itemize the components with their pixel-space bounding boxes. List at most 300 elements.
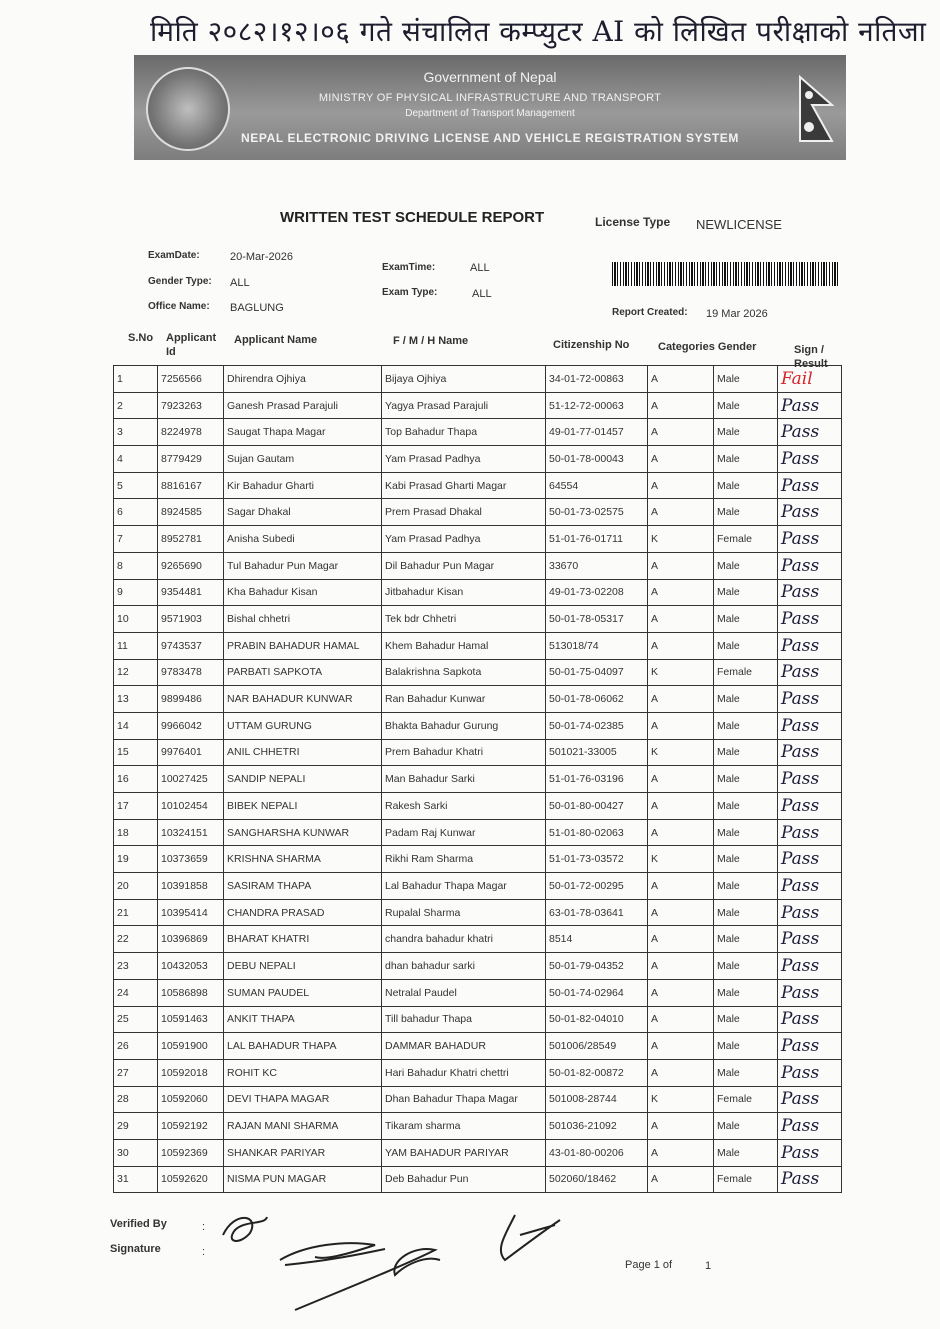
- row-applicant-id: 10592060: [158, 1086, 224, 1113]
- row-fmh-name: Kabi Prasad Gharti Magar: [382, 472, 546, 499]
- row-category: A: [648, 606, 714, 633]
- exam-type-value: ALL: [472, 288, 492, 300]
- row-fmh-name: Prem Bahadur Khatri: [382, 739, 546, 766]
- row-applicant-name: UTTAM GURUNG: [224, 712, 382, 739]
- gender-type-label: Gender Type:: [148, 276, 212, 287]
- row-citizenship: 63-01-78-03641: [546, 899, 648, 926]
- row-gender: Male: [714, 1113, 778, 1140]
- row-result: Pass: [778, 499, 842, 526]
- row-fmh-name: Tek bdr Chhetri: [382, 606, 546, 633]
- row-result: Pass: [778, 446, 842, 473]
- row-applicant-id: 10586898: [158, 979, 224, 1006]
- row-fmh-name: Rupalal Sharma: [382, 899, 546, 926]
- table-row: [114, 899, 842, 926]
- row-result: Pass: [778, 819, 842, 846]
- row-gender: Male: [714, 606, 778, 633]
- row-sno: 19: [114, 846, 158, 873]
- row-sno: 28: [114, 1086, 158, 1113]
- row-citizenship: 50-01-72-00295: [546, 873, 648, 900]
- report-created-value: 19 Mar 2026: [706, 308, 768, 320]
- row-fmh-name: Khem Bahadur Hamal: [382, 632, 546, 659]
- table-row: [114, 606, 842, 633]
- row-category: K: [648, 846, 714, 873]
- row-fmh-name: DAMMAR BAHADUR: [382, 1033, 546, 1060]
- row-sno: 3: [114, 419, 158, 446]
- header-applicant-name: Applicant Name: [234, 334, 318, 346]
- row-citizenship: 8514: [546, 926, 648, 953]
- row-applicant-name: KRISHNA SHARMA: [224, 846, 382, 873]
- row-gender: Female: [714, 1086, 778, 1113]
- row-fmh-name: dhan bahadur sarki: [382, 953, 546, 980]
- row-applicant-name: SANGHARSHA KUNWAR: [224, 819, 382, 846]
- row-applicant-name: NAR BAHADUR KUNWAR: [224, 686, 382, 713]
- row-sno: 22: [114, 926, 158, 953]
- government-banner: [134, 55, 846, 160]
- row-applicant-id: 9783478: [158, 659, 224, 686]
- row-applicant-id: 10592018: [158, 1059, 224, 1086]
- table-row: [114, 1006, 842, 1033]
- row-applicant-id: 9899486: [158, 686, 224, 713]
- row-fmh-name: chandra bahadur khatri: [382, 926, 546, 953]
- banner-ministry: MINISTRY OF PHYSICAL INFRASTRUCTURE AND TRANSPORT: [318, 92, 662, 104]
- row-category: A: [648, 979, 714, 1006]
- row-fmh-name: Tikaram sharma: [382, 1113, 546, 1140]
- row-applicant-name: Tul Bahadur Pun Magar: [224, 552, 382, 579]
- row-category: A: [648, 552, 714, 579]
- row-citizenship: 50-01-78-00043: [546, 446, 648, 473]
- row-fmh-name: Netralal Paudel: [382, 979, 546, 1006]
- exam-date-label: ExamDate:: [148, 250, 200, 261]
- row-result: Pass: [778, 392, 842, 419]
- row-fmh-name: YAM BAHADUR PARIYAR: [382, 1139, 546, 1166]
- row-applicant-id: 8952781: [158, 526, 224, 553]
- office-name-value: BAGLUNG: [230, 302, 284, 314]
- row-applicant-name: Dhirendra Ojhiya: [224, 366, 382, 393]
- row-result: Pass: [778, 926, 842, 953]
- row-category: K: [648, 739, 714, 766]
- gender-type-value: ALL: [230, 277, 250, 289]
- row-category: A: [648, 793, 714, 820]
- row-citizenship: 50-01-74-02385: [546, 712, 648, 739]
- exam-time-label: ExamTime:: [382, 262, 436, 273]
- table-row: [114, 766, 842, 793]
- office-name-label: Office Name:: [148, 301, 210, 312]
- row-result: Pass: [778, 739, 842, 766]
- row-category: K: [648, 526, 714, 553]
- row-gender: Male: [714, 819, 778, 846]
- row-applicant-name: ANKIT THAPA: [224, 1006, 382, 1033]
- row-gender: Male: [714, 1006, 778, 1033]
- row-applicant-name: BIBEK NEPALI: [224, 793, 382, 820]
- row-result: Pass: [778, 712, 842, 739]
- row-applicant-name: Ganesh Prasad Parajuli: [224, 392, 382, 419]
- table-row: [114, 846, 842, 873]
- row-applicant-name: NISMA PUN MAGAR: [224, 1166, 382, 1193]
- row-result: Pass: [778, 1086, 842, 1113]
- row-gender: Male: [714, 953, 778, 980]
- row-applicant-name: BHARAT KHATRI: [224, 926, 382, 953]
- row-citizenship: 43-01-80-00206: [546, 1139, 648, 1166]
- row-applicant-id: 10324151: [158, 819, 224, 846]
- row-gender: Female: [714, 659, 778, 686]
- table-row: [114, 526, 842, 553]
- license-type-value: NEWLICENSE: [696, 217, 782, 232]
- row-fmh-name: Deb Bahadur Pun: [382, 1166, 546, 1193]
- row-sno: 12: [114, 659, 158, 686]
- row-applicant-id: 9265690: [158, 552, 224, 579]
- row-category: A: [648, 419, 714, 446]
- row-sno: 8: [114, 552, 158, 579]
- row-result: Pass: [778, 953, 842, 980]
- row-fmh-name: Top Bahadur Thapa: [382, 419, 546, 446]
- row-gender: Male: [714, 1139, 778, 1166]
- row-citizenship: 50-01-78-05317: [546, 606, 648, 633]
- row-gender: Male: [714, 712, 778, 739]
- row-citizenship: 49-01-73-02208: [546, 579, 648, 606]
- table-row: [114, 1059, 842, 1086]
- row-fmh-name: Dil Bahadur Pun Magar: [382, 552, 546, 579]
- row-applicant-id: 10027425: [158, 766, 224, 793]
- table-row: [114, 579, 842, 606]
- row-sno: 6: [114, 499, 158, 526]
- row-fmh-name: Yagya Prasad Parajuli: [382, 392, 546, 419]
- row-sno: 7: [114, 526, 158, 553]
- row-applicant-name: ANIL CHHETRI: [224, 739, 382, 766]
- table-row: [114, 366, 842, 393]
- row-category: A: [648, 499, 714, 526]
- row-applicant-name: SUMAN PAUDEL: [224, 979, 382, 1006]
- row-citizenship: 51-01-73-03572: [546, 846, 648, 873]
- row-citizenship: 50-01-73-02575: [546, 499, 648, 526]
- row-fmh-name: Rakesh Sarki: [382, 793, 546, 820]
- row-gender: Male: [714, 366, 778, 393]
- header-sign-line2: Result: [794, 358, 828, 370]
- row-fmh-name: Hari Bahadur Khatri chettri: [382, 1059, 546, 1086]
- row-applicant-name: Saugat Thapa Magar: [224, 419, 382, 446]
- row-citizenship: 50-01-74-02964: [546, 979, 648, 1006]
- banner-government: Government of Nepal: [423, 69, 557, 85]
- row-fmh-name: Jitbahadur Kisan: [382, 579, 546, 606]
- row-result: Pass: [778, 686, 842, 713]
- row-result: Pass: [778, 419, 842, 446]
- row-applicant-id: 8816167: [158, 472, 224, 499]
- row-citizenship: 501008-28744: [546, 1086, 648, 1113]
- exam-date-value: 20-Mar-2026: [230, 251, 293, 263]
- row-gender: Male: [714, 739, 778, 766]
- row-sno: 17: [114, 793, 158, 820]
- row-applicant-id: 9354481: [158, 579, 224, 606]
- row-category: A: [648, 1139, 714, 1166]
- row-applicant-id: 9571903: [158, 606, 224, 633]
- row-gender: Female: [714, 526, 778, 553]
- row-applicant-id: 10396869: [158, 926, 224, 953]
- row-sno: 26: [114, 1033, 158, 1060]
- row-gender: Male: [714, 766, 778, 793]
- row-category: A: [648, 472, 714, 499]
- row-gender: Male: [714, 926, 778, 953]
- row-citizenship: 50-01-82-00872: [546, 1059, 648, 1086]
- row-gender: Male: [714, 686, 778, 713]
- row-sno: 24: [114, 979, 158, 1006]
- row-result: Pass: [778, 1006, 842, 1033]
- header-fmh-name: F / M / H Name: [393, 335, 469, 347]
- row-applicant-name: SASIRAM THAPA: [224, 873, 382, 900]
- row-citizenship: 501006/28549: [546, 1033, 648, 1060]
- table-row: [114, 712, 842, 739]
- row-fmh-name: Padam Raj Kunwar: [382, 819, 546, 846]
- row-result: Fail: [778, 366, 842, 393]
- report-title: WRITTEN TEST SCHEDULE REPORT: [280, 209, 545, 226]
- table-row: [114, 686, 842, 713]
- row-fmh-name: Dhan Bahadur Thapa Magar: [382, 1086, 546, 1113]
- row-result: Pass: [778, 552, 842, 579]
- table-row: [114, 419, 842, 446]
- row-category: A: [648, 1006, 714, 1033]
- handwritten-note: मिति २०८२।१२।०६ गते संचालित कम्प्युटर AI को लिखित परीक्षाको नतिजा: [150, 15, 927, 48]
- row-category: A: [648, 926, 714, 953]
- row-sno: 10: [114, 606, 158, 633]
- table-row: [114, 659, 842, 686]
- row-fmh-name: Bhakta Bahadur Gurung: [382, 712, 546, 739]
- row-sno: 18: [114, 819, 158, 846]
- table-row: [114, 552, 842, 579]
- row-applicant-id: 10391858: [158, 873, 224, 900]
- row-applicant-name: Sujan Gautam: [224, 446, 382, 473]
- row-category: A: [648, 766, 714, 793]
- row-fmh-name: Till bahadur Thapa: [382, 1006, 546, 1033]
- row-result: Pass: [778, 1059, 842, 1086]
- row-fmh-name: Yam Prasad Padhya: [382, 446, 546, 473]
- row-applicant-name: DEVI THAPA MAGAR: [224, 1086, 382, 1113]
- row-sno: 27: [114, 1059, 158, 1086]
- row-citizenship: 513018/74: [546, 632, 648, 659]
- row-applicant-name: Kha Bahadur Kisan: [224, 579, 382, 606]
- row-sno: 2: [114, 392, 158, 419]
- row-gender: Male: [714, 873, 778, 900]
- row-citizenship: 501021-33005: [546, 739, 648, 766]
- row-gender: Male: [714, 632, 778, 659]
- signature-label: Signature: [110, 1243, 161, 1255]
- row-sno: 30: [114, 1139, 158, 1166]
- header-categories-gender: Categories Gender: [658, 341, 757, 353]
- row-result: Pass: [778, 526, 842, 553]
- row-gender: Male: [714, 846, 778, 873]
- row-fmh-name: Lal Bahadur Thapa Magar: [382, 873, 546, 900]
- row-gender: Male: [714, 1059, 778, 1086]
- row-applicant-id: 10102454: [158, 793, 224, 820]
- barcode: [612, 262, 840, 286]
- row-gender: Male: [714, 472, 778, 499]
- row-citizenship: 501036-21092: [546, 1113, 648, 1140]
- row-applicant-id: 8779429: [158, 446, 224, 473]
- header-applicant-id-line2: Id: [166, 346, 176, 358]
- row-result: Pass: [778, 606, 842, 633]
- verified-by-colon: :: [202, 1221, 206, 1233]
- header-applicant-id: [166, 331, 216, 359]
- row-gender: Male: [714, 552, 778, 579]
- row-applicant-name: CHANDRA PRASAD: [224, 899, 382, 926]
- row-sno: 15: [114, 739, 158, 766]
- row-applicant-name: Anisha Subedi: [224, 526, 382, 553]
- row-applicant-id: 10373659: [158, 846, 224, 873]
- row-gender: Male: [714, 499, 778, 526]
- row-sno: 20: [114, 873, 158, 900]
- table-row: [114, 793, 842, 820]
- row-citizenship: 502060/18462: [546, 1166, 648, 1193]
- row-sno: 25: [114, 1006, 158, 1033]
- row-category: A: [648, 712, 714, 739]
- row-applicant-id: 9976401: [158, 739, 224, 766]
- row-category: A: [648, 1113, 714, 1140]
- row-applicant-id: 10592369: [158, 1139, 224, 1166]
- signatures-image: [215, 1205, 575, 1320]
- row-citizenship: 50-01-78-06062: [546, 686, 648, 713]
- row-sno: 11: [114, 632, 158, 659]
- row-sno: 29: [114, 1113, 158, 1140]
- table-row: [114, 632, 842, 659]
- row-fmh-name: Rikhi Ram Sharma: [382, 846, 546, 873]
- row-citizenship: 50-01-82-04010: [546, 1006, 648, 1033]
- row-sno: 21: [114, 899, 158, 926]
- row-citizenship: 51-01-80-02063: [546, 819, 648, 846]
- row-citizenship: 49-01-77-01457: [546, 419, 648, 446]
- row-applicant-id: 10432053: [158, 953, 224, 980]
- row-citizenship: 50-01-80-00427: [546, 793, 648, 820]
- row-gender: Male: [714, 419, 778, 446]
- report-created-label: Report Created:: [612, 307, 688, 318]
- applicant-table: [113, 365, 842, 1193]
- row-result: Pass: [778, 659, 842, 686]
- row-category: A: [648, 819, 714, 846]
- exam-time-value: ALL: [470, 262, 490, 274]
- table-row: [114, 739, 842, 766]
- table-row: [114, 1033, 842, 1060]
- row-applicant-id: 7923263: [158, 392, 224, 419]
- header-citizenship: Citizenship No: [553, 339, 630, 351]
- table-row: [114, 979, 842, 1006]
- row-gender: Male: [714, 979, 778, 1006]
- header-sno: S.No: [128, 332, 154, 344]
- row-citizenship: 51-01-76-03196: [546, 766, 648, 793]
- row-fmh-name: Prem Prasad Dhakal: [382, 499, 546, 526]
- row-gender: Male: [714, 1033, 778, 1060]
- row-category: A: [648, 1059, 714, 1086]
- row-applicant-id: 10591900: [158, 1033, 224, 1060]
- row-applicant-id: 10395414: [158, 899, 224, 926]
- table-row: [114, 873, 842, 900]
- row-applicant-name: SHANKAR PARIYAR: [224, 1139, 382, 1166]
- table-row: [114, 953, 842, 980]
- row-citizenship: 64554: [546, 472, 648, 499]
- row-gender: Female: [714, 1166, 778, 1193]
- row-applicant-id: 7256566: [158, 366, 224, 393]
- row-applicant-name: LAL BAHADUR THAPA: [224, 1033, 382, 1060]
- row-result: Pass: [778, 1033, 842, 1060]
- row-sno: 5: [114, 472, 158, 499]
- row-result: Pass: [778, 1113, 842, 1140]
- row-sno: 16: [114, 766, 158, 793]
- header-sign-line1: Sign /: [794, 344, 824, 356]
- row-category: A: [648, 392, 714, 419]
- verified-by-label: Verified By: [110, 1218, 167, 1230]
- row-fmh-name: Balakrishna Sapkota: [382, 659, 546, 686]
- header-applicant-id-line1: Applicant: [166, 332, 217, 344]
- banner-system-name: NEPAL ELECTRONIC DRIVING LICENSE AND VEHICLE REGISTRATION SYSTEM: [241, 131, 739, 145]
- row-result: Pass: [778, 1139, 842, 1166]
- row-fmh-name: Yam Prasad Padhya: [382, 526, 546, 553]
- row-sno: 1: [114, 366, 158, 393]
- row-sno: 31: [114, 1166, 158, 1193]
- table-row: [114, 1086, 842, 1113]
- row-gender: Male: [714, 579, 778, 606]
- row-applicant-name: PARBATI SAPKOTA: [224, 659, 382, 686]
- row-category: A: [648, 1166, 714, 1193]
- row-citizenship: 51-12-72-00063: [546, 392, 648, 419]
- row-category: A: [648, 1033, 714, 1060]
- row-category: A: [648, 366, 714, 393]
- row-applicant-name: ROHIT KC: [224, 1059, 382, 1086]
- row-result: Pass: [778, 873, 842, 900]
- row-category: A: [648, 873, 714, 900]
- row-applicant-id: 9966042: [158, 712, 224, 739]
- row-citizenship: 50-01-75-04097: [546, 659, 648, 686]
- table-row: [114, 926, 842, 953]
- row-citizenship: 34-01-72-00863: [546, 366, 648, 393]
- row-result: Pass: [778, 472, 842, 499]
- row-result: Pass: [778, 579, 842, 606]
- row-applicant-name: Sagar Dhakal: [224, 499, 382, 526]
- row-applicant-id: 8924585: [158, 499, 224, 526]
- table-row: [114, 392, 842, 419]
- row-applicant-id: 10591463: [158, 1006, 224, 1033]
- table-row: [114, 1166, 842, 1193]
- row-applicant-id: 10592192: [158, 1113, 224, 1140]
- row-result: Pass: [778, 1166, 842, 1193]
- row-applicant-name: SANDIP NEPALI: [224, 766, 382, 793]
- row-applicant-id: 8224978: [158, 419, 224, 446]
- row-result: Pass: [778, 979, 842, 1006]
- row-category: A: [648, 632, 714, 659]
- row-category: A: [648, 579, 714, 606]
- row-gender: Male: [714, 446, 778, 473]
- row-gender: Male: [714, 793, 778, 820]
- row-result: Pass: [778, 899, 842, 926]
- table-row: [114, 819, 842, 846]
- row-citizenship: 33670: [546, 552, 648, 579]
- row-sno: 14: [114, 712, 158, 739]
- row-sno: 23: [114, 953, 158, 980]
- page-total: 1: [705, 1260, 712, 1272]
- row-sno: 13: [114, 686, 158, 713]
- table-row: [114, 446, 842, 473]
- row-applicant-name: RAJAN MANI SHARMA: [224, 1113, 382, 1140]
- row-category: A: [648, 953, 714, 980]
- row-fmh-name: Bijaya Ojhiya: [382, 366, 546, 393]
- row-category: A: [648, 446, 714, 473]
- row-sno: 4: [114, 446, 158, 473]
- row-result: Pass: [778, 793, 842, 820]
- row-applicant-id: 9743537: [158, 632, 224, 659]
- row-citizenship: 50-01-79-04352: [546, 953, 648, 980]
- row-fmh-name: Ran Bahadur Kunwar: [382, 686, 546, 713]
- row-gender: Male: [714, 392, 778, 419]
- row-result: Pass: [778, 766, 842, 793]
- row-fmh-name: Man Bahadur Sarki: [382, 766, 546, 793]
- row-result: Pass: [778, 632, 842, 659]
- row-sno: 9: [114, 579, 158, 606]
- row-applicant-name: Bishal chhetri: [224, 606, 382, 633]
- row-category: K: [648, 1086, 714, 1113]
